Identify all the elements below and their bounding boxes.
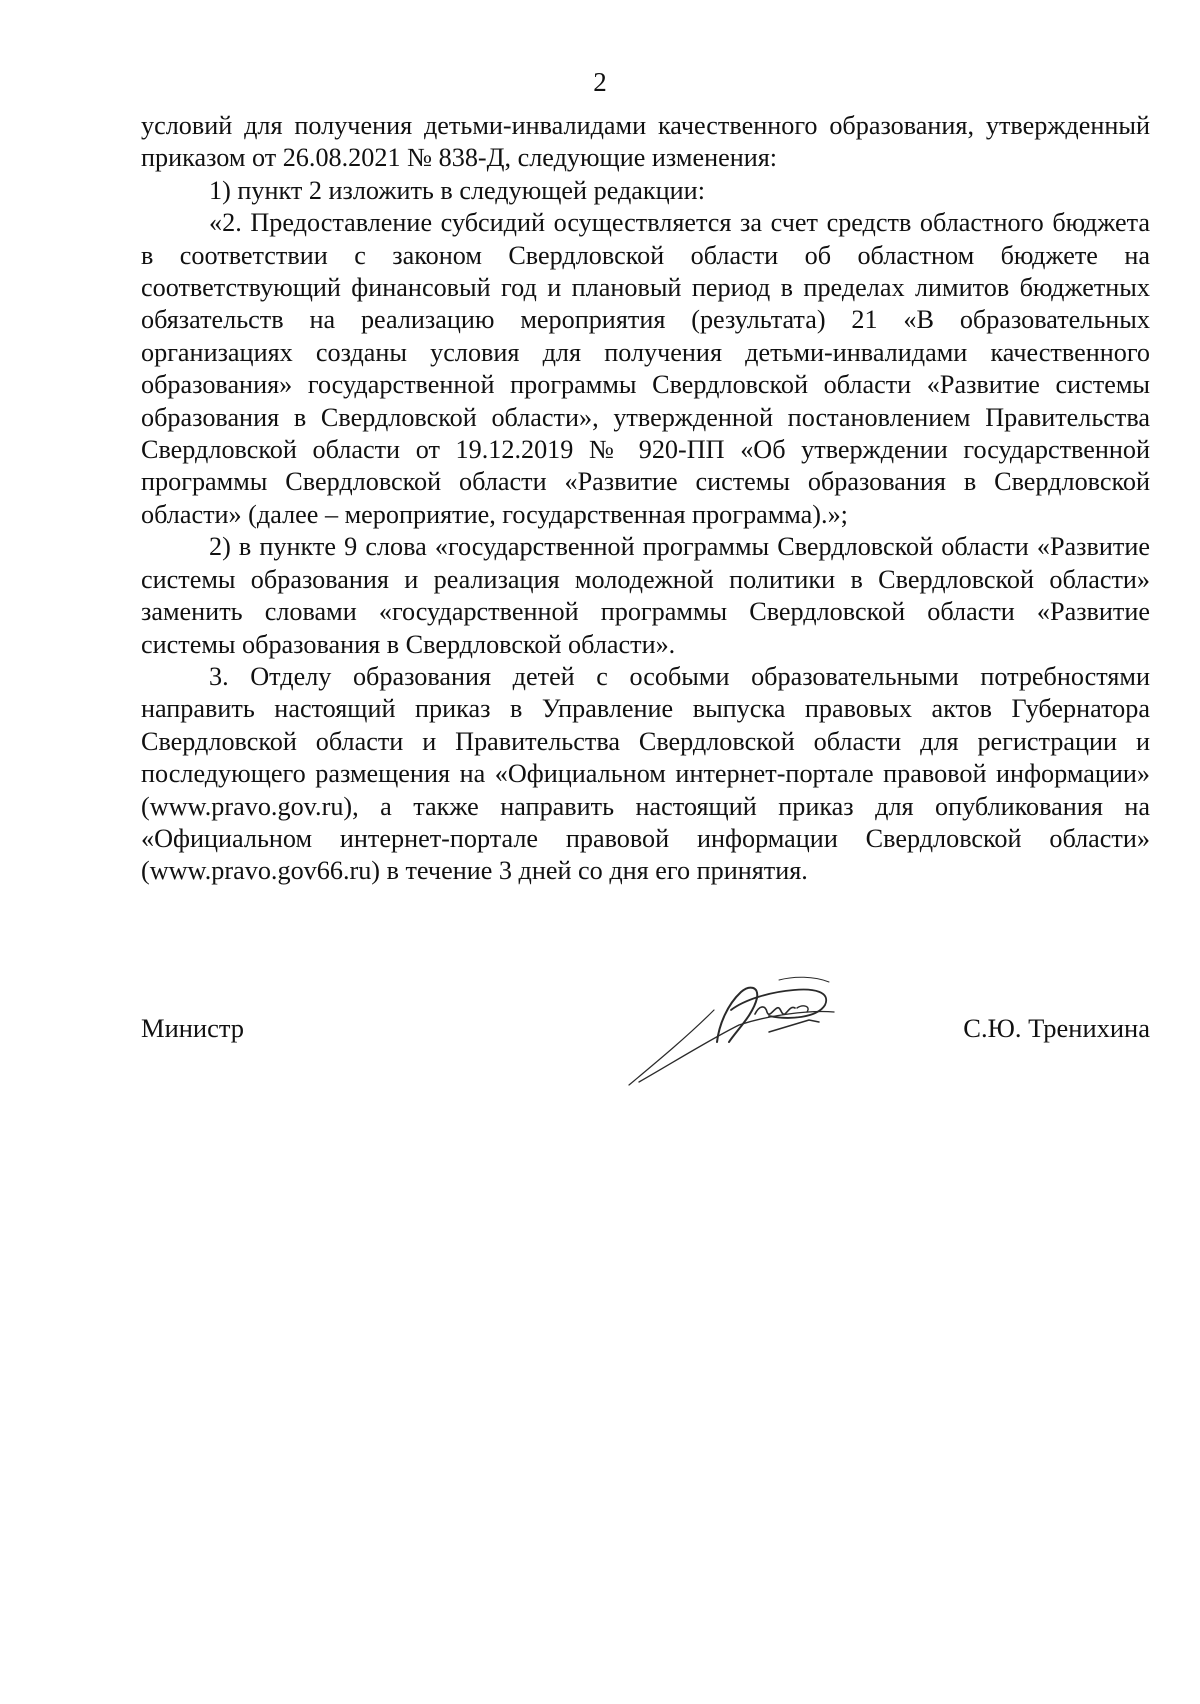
- handwritten-signature-icon: [619, 970, 859, 1090]
- signer-name: С.Ю. Тренихина: [963, 1013, 1150, 1043]
- paragraph-item-2-amendment: 2) в пункте 9 слова «государственной программы Свердловской области «Развитие системы образования и реализация молодежной политики в Свердловской области» заменить словами «государственной программы Свердловской области «Развитие системы образования в Свердловской области».: [141, 532, 1150, 659]
- paragraph-item-3: 3. Отделу образования детей с особыми образовательными потребностями направить настоящий приказ в Управление выпуска правовых актов Губернатора Свердловской области и Правительства Свердловской области для регистрации и последующего размещения на «Официальном интернет-портале правовой информации» (www.pravo.gov.ru), а также направить настоящий приказ для опубликования на «Официальном интернет-портале правовой информации Свердловской области» (www.pravo.gov66.ru) в течение 3 дней со дня его принятия.: [141, 661, 1150, 886]
- paragraph-item-2-text: «2. Предоставление субсидий осуществляется за счет средств областного бюджета в соответствии с законом Свердловской области об областном бюджете на соответствующий финансовый год и плановый период в пределах лимитов бюджетных обязательств на реализацию мероприятия (результата) 21 «В образовательных организациях созданы условия для получения детьми-инвалидами качественного образования» государственной программы Свердловской области «Развитие системы образования в Свердловской области», утвержденной постановлением Правительства Свердловской области от 19.12.2019 № 920-ПП «Об утверждении государственной программы Свердловской области «Развитие системы образования в Свердловской области» (далее – мероприятие, государственная программа).»;: [141, 208, 1150, 529]
- paragraph-continuation: условий для получения детьми-инвалидами качественного образования, утвержденный приказом от 26.08.2021 № 838-Д, следующие изменения:: [141, 111, 1150, 173]
- page-number: 2: [593, 67, 607, 97]
- signer-position: Министр: [141, 1013, 245, 1043]
- paragraph-item-1: 1) пункт 2 изложить в следующей редакции:: [209, 175, 705, 205]
- document-body: [141, 110, 1150, 888]
- signature-block: [141, 1000, 1150, 1110]
